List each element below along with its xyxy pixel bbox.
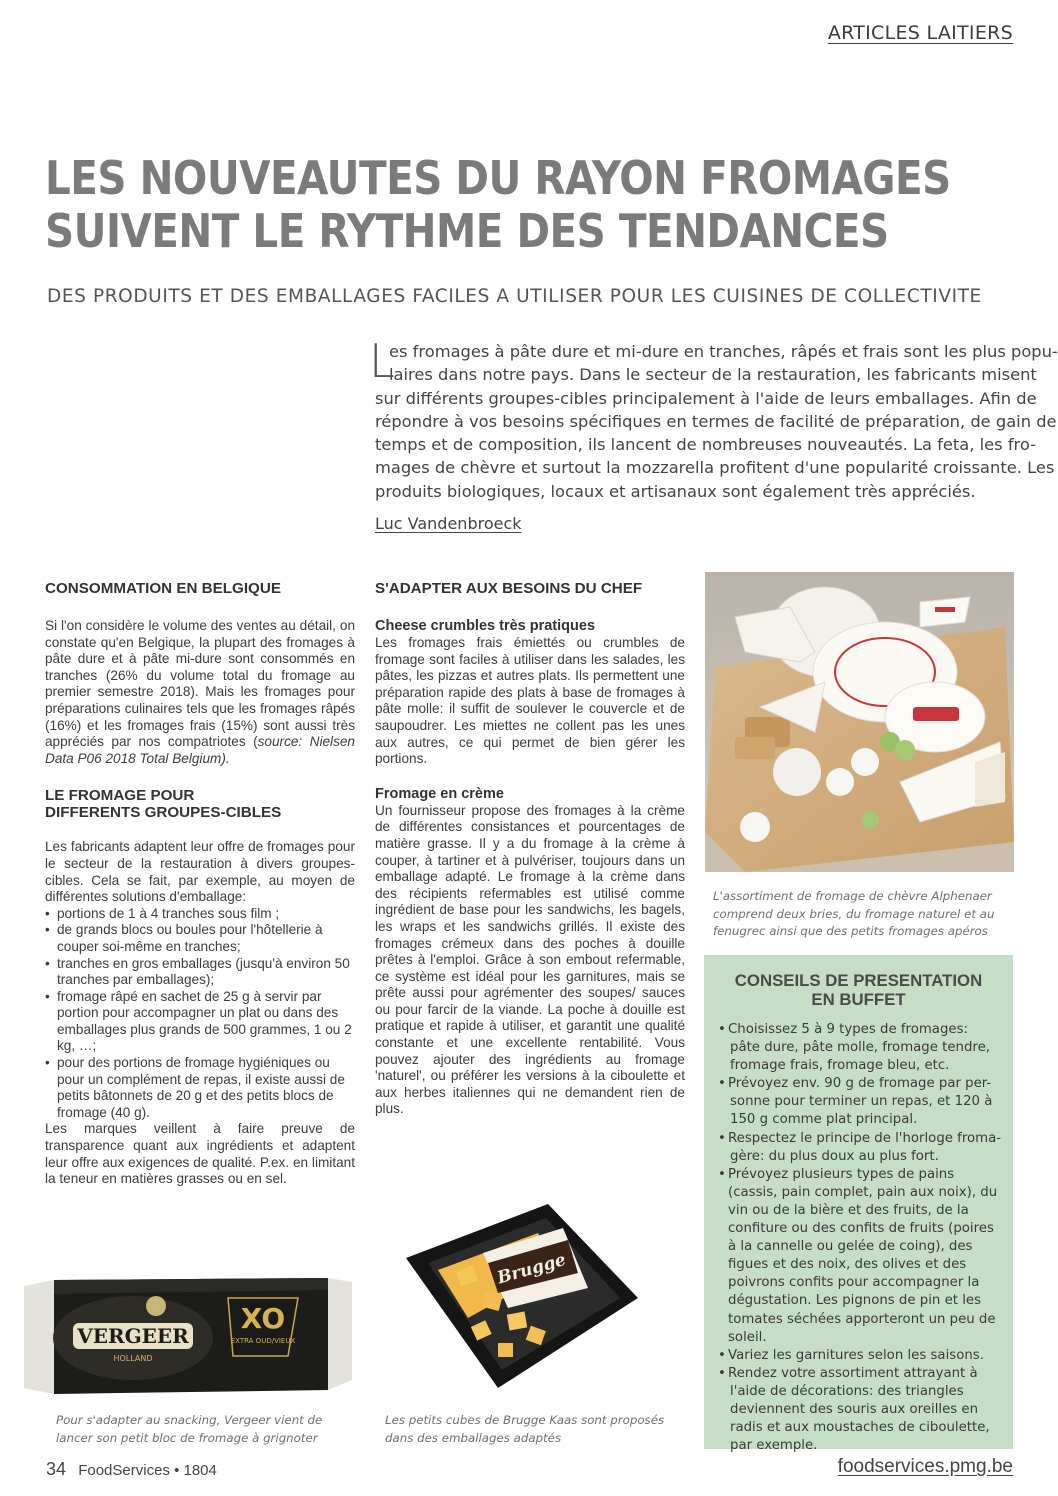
caption-brugge: Les petits cubes de Brugge Kaas sont proposés dans des emballages adaptés (385, 1413, 665, 1445)
list-item: • portions de 1 à 4 tranches sous film ; (45, 906, 355, 923)
subheading-creme: Fromage en crème (375, 785, 504, 802)
headline-line-2: SUIVENT LE RYTHME DES TENDANCES (45, 204, 889, 258)
vergeer-xo-text: XO (240, 1302, 286, 1335)
intro-line: répondre à vos besoins spécifiques en termes de facilité de préparation, de gain de (375, 411, 1057, 431)
list-item: • fromage râpé en sachet de 25 g à servir par portion pour accompagner un plat ou dans des emballages plus grands de 500 grammes, 1 ou 2 kg, …; (45, 989, 355, 1055)
page-number: 34 (46, 1459, 67, 1479)
list-item: • de grands blocs ou boules pour l'hôtellerie à couper soi-même en tranches; (45, 922, 355, 955)
section-heading-consommation: CONSOMMATION EN BELGIQUE (45, 580, 281, 597)
intro-line: mages de chèvre et surtout la mozzarella profitent d'une popularité croissante. Les (375, 458, 1055, 478)
dropcap: L (369, 334, 395, 388)
tip-item: • Choisissez 5 à 9 types de fromages: pâte dure, pâte molle, fromage tendre, fromage frais, fromage bleu, etc. (718, 1021, 1006, 1075)
caption-vergeer: Pour s'adapter au snacking, Vergeer vient de lancer son petit bloc de fromage à grignoter (56, 1413, 323, 1445)
caption-cheese-assortment: L'assortiment de fromage de chèvre Alphenaer comprend deux bries, du fromage naturel et au fenugrec ainsi que des petits fromages apéros (713, 889, 995, 939)
section-heading-groupes-cibles: LE FROMAGE POUR DIFFERENTS GROUPES-CIBLES (45, 787, 282, 822)
magazine-issue: FoodServices • 1804 (78, 1462, 217, 1479)
vergeer-xo-sub-text: EXTRA OUD/VIEUX (230, 1337, 296, 1345)
tip-item: • Prévoyez env. 90 g de fromage par per- sonne pour terminer un repas, et 120 à 150 g comme plat principal. (718, 1075, 1006, 1129)
intro-line: laires dans notre pays. Dans le secteur de la restauration, les fabricants misent (389, 365, 1037, 385)
tip-item: • Variez les garnitures selon les saisons. (718, 1347, 1006, 1365)
headline-line-1: LES NOUVEAUTES DU RAYON FROMAGES (45, 151, 951, 205)
column-middle (375, 580, 685, 1118)
subheading-crumbles: Cheese crumbles très pratiques (375, 618, 596, 634)
brugge-brand-text: Brugge (495, 1249, 569, 1289)
vergeer-holland-text: HOLLAND (113, 1354, 153, 1363)
column-left (45, 580, 355, 1188)
paragraph-crumbles: Les fromages frais émiettés ou crumbles de fromage sont faciles à utiliser dans les salades, les pâtes, les pizzas et autres plats. Ils permettent une préparation rapide des plats à base de fromages à pâte molle: il suffit de soulever le couvercle et de saupoudrer. Les miettes ne collent pas les unes aux autres, ce qui permet de bien gérer les portions. (375, 635, 685, 767)
website-link[interactable]: foodservices.pmg.be (837, 1456, 1013, 1477)
paragraph-creme: Un fournisseur propose des fromages à la crème de différentes consistances et pourcentages de matière grasse. Il y a du fromage à la crème à couper, à tartiner et à pulvériser, toujours dans un emballage adapté. Le fromage à la crème dans des récipients refermables est utilisé comme ingrédient de base pour les sandwichs, les bagels, les wraps et les sandwichs grillés. Il existe des fromages crémeux dans des poches à douille prêtes à l'emploi. Grâce à son embout refermable, ce système est idéal pour les garnitures, mais se prête aussi pour agrémenter des soupes/ sauces ou pour farcir de la viande. La poche à douille est pratique et rapide à utiliser, et garantit une qualité constante et une excellente rentabilité. Vous pouvez ajouter des ingrédients au fromage 'naturel', ou préférer les versions à la ciboulette et aux herbes italiennes qui ne demandent rien de plus. (375, 802, 685, 1117)
author-byline[interactable]: Luc Vandenbroeck (375, 514, 522, 533)
tips-title: CONSEILS DE PRESENTATION EN BUFFET (734, 971, 983, 1009)
tip-item: • Respectez le principe de l'horloge froma- gère: du plus doux au plus fort. (718, 1130, 1006, 1166)
vergeer-product-photo (18, 1268, 358, 1406)
section-tag: ARTICLES LAITIERS (827, 22, 1013, 44)
brugge-tray-illustration (398, 1198, 642, 1406)
tips-box (704, 955, 1013, 1454)
cheese-platter-illustration (705, 572, 1014, 872)
tip-item: • Prévoyez plusieurs types de pains (cassis, pain complet, pain aux noix), du vin ou de la bière et des fruits, de la confiture ou des confits de fruits (poires à la cannelle ou gelée de coing), des figues et des noix, des olives et des poivrons confits pour accompagner la dégustation. Les pignons de pin et les tomates séchées apporteront un peu de soleil. (718, 1166, 1006, 1347)
section-heading-chef: S'ADAPTER AUX BESOINS DU CHEF (375, 580, 643, 597)
intro-line: temps et de composition, ils lancent de nombreuses nouveautés. La feta, les fro- (375, 435, 1037, 455)
tips-list (718, 1021, 1006, 1455)
cheese-assortment-photo (705, 572, 1014, 872)
subtitle: DES PRODUITS ET DES EMBALLAGES FACILES A UTILISER POUR LES CUISINES DE COLLECTIVITE (47, 286, 982, 307)
paragraph-groupes-cibles: Les fabricants adaptent leur offre de fromages pour le secteur de la restauration à divers groupes-cibles. Cela se fait, par exemple, au moyen de différentes solutions d'emballage: (45, 839, 355, 905)
intro-line: sur différents groupes-cibles principalement à l'aide de leurs emballages. Afin de (375, 388, 1037, 408)
source-note: source: Nielsen Data P06 2018 Total Belgium). (45, 734, 355, 766)
paragraph-consommation: Si l'on considère le volume des ventes au détail, on constate qu'en Belgique, la plupart des fromages à pâte dure et à pâte mi-dure sont consommés en tranches (26% du volume total du fromage au premier semestre 2018). Mais les fromages pour préparations culinaires tels que les fromages râpés (16%) et les fromages frais (15%) sont aussi très appréciés par nos compatriotes (source: Nielsen Data P06 2018 Total Belgium). (45, 618, 355, 766)
vergeer-brand-text: VERGEER (77, 1324, 189, 1348)
tip-item: • Rendez votre assortiment attrayant à l'aide de décorations: des triangles deviennent des souris aux oreilles en radis et aux moustaches de ciboulette, par exemple. (718, 1365, 1006, 1455)
vergeer-package-illustration (18, 1268, 358, 1406)
intro-line: es fromages à pâte dure et mi-dure en tranches, râpés et frais sont les plus popu- (389, 342, 1058, 361)
brugge-product-photo (398, 1198, 642, 1406)
intro-line: produits biologiques, locaux et artisanaux sont également très appréciés. (375, 481, 976, 501)
packaging-list (45, 906, 355, 1122)
intro-paragraph (369, 334, 1058, 503)
headline (45, 152, 1013, 258)
list-item: • pour des portions de fromage hygiéniques ou pour un complément de repas, il existe aussi de petits bâtonnets de 20 g et des petits blocs de fromage (40 g). (45, 1055, 355, 1121)
paragraph-transparence: Les marques veillent à faire preuve de transparence quant aux ingrédients et adaptent leur offre aux exigences de qualité. P.ex. en limitant la teneur en matières grasses ou en sel. (45, 1121, 355, 1187)
list-item: • tranches en gros emballages (jusqu'à environ 50 tranches par emballages); (45, 956, 355, 989)
footer-left (46, 1459, 217, 1480)
